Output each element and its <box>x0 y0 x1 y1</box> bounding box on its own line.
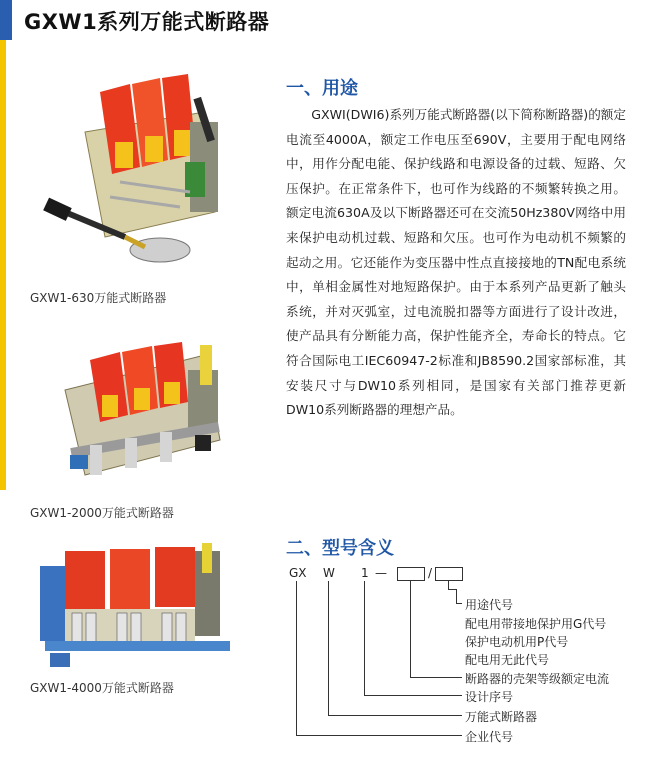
legend-item: 企业代号 <box>465 730 514 744</box>
product-caption: GXW1-4000万能式断路器 <box>30 681 174 695</box>
product-630 <box>30 72 245 306</box>
code-1: 1 <box>361 566 369 580</box>
header-bar <box>0 0 650 40</box>
model-code-diagram <box>283 560 643 760</box>
legend-item: 万能式断路器 <box>465 710 538 724</box>
code-gx: GX <box>289 566 307 580</box>
legend-item: 配电用无此代号 <box>465 653 550 667</box>
code-box-current <box>397 567 425 581</box>
code-w: W <box>323 566 335 580</box>
circuit-breaker-630-image <box>30 72 245 247</box>
product-caption: GXW1-2000万能式断路器 <box>30 506 174 520</box>
page-title: GXW1系列万能式断路器 <box>24 10 270 34</box>
product-caption: GXW1-630万能式断路器 <box>30 291 167 305</box>
section-title-usage: 一、用途 <box>286 78 358 99</box>
legend-item: 设计序号 <box>465 690 514 704</box>
legend-item: 断路器的壳架等级额定电流 <box>465 672 610 686</box>
header-divider <box>12 0 18 40</box>
product-4000 <box>30 541 245 696</box>
section-title-model: 二、型号含义 <box>286 538 394 559</box>
legend-item: 保护电动机用P代号 <box>465 635 569 649</box>
circuit-breaker-2000-image <box>30 340 245 490</box>
code-box-usage <box>435 567 463 581</box>
legend-item: 配电用带接地保护用G代号 <box>465 617 607 631</box>
code-dash: — <box>375 566 387 580</box>
side-accent-bar <box>0 40 6 490</box>
usage-paragraph: GXWI(DWI6)系列万能式断路器(以下简称断路器)的额定电流至4000A，额定工作电压至690V，主要用于配电网络中，用作分配电能、保护线路和电源设备的过载、短路、欠压保护。在正常条件下，也可作为线路的不频繁转换之用。额定电流630A及以下断路器还可在交流50Hz380V网络中用来保护电动机过载、短路和欠压。也可作为电动机不频繁的起动之用。它还能作为变压器中性点直接接地的TN配电系统中，单相金属性对地短路保护。由于本系列产品更新了触头系统，并对灭弧室，过电流脱扣器等方面进行了设计改进，使产品具有分断能力高，保护性能齐全，寿命长的特点。它符合国际电工IEC60947-2标准和JB8590.2国家部标准，其安装尺寸与DW10系列相同，是国家有关部门推荐更新DW10系列断路器的理想产品。 <box>286 107 626 418</box>
circuit-breaker-4000-image <box>30 541 245 671</box>
code-slash: / <box>428 566 433 580</box>
legend-item: 用途代号 <box>465 598 514 612</box>
header-accent-block <box>0 0 12 40</box>
product-2000 <box>30 340 245 521</box>
